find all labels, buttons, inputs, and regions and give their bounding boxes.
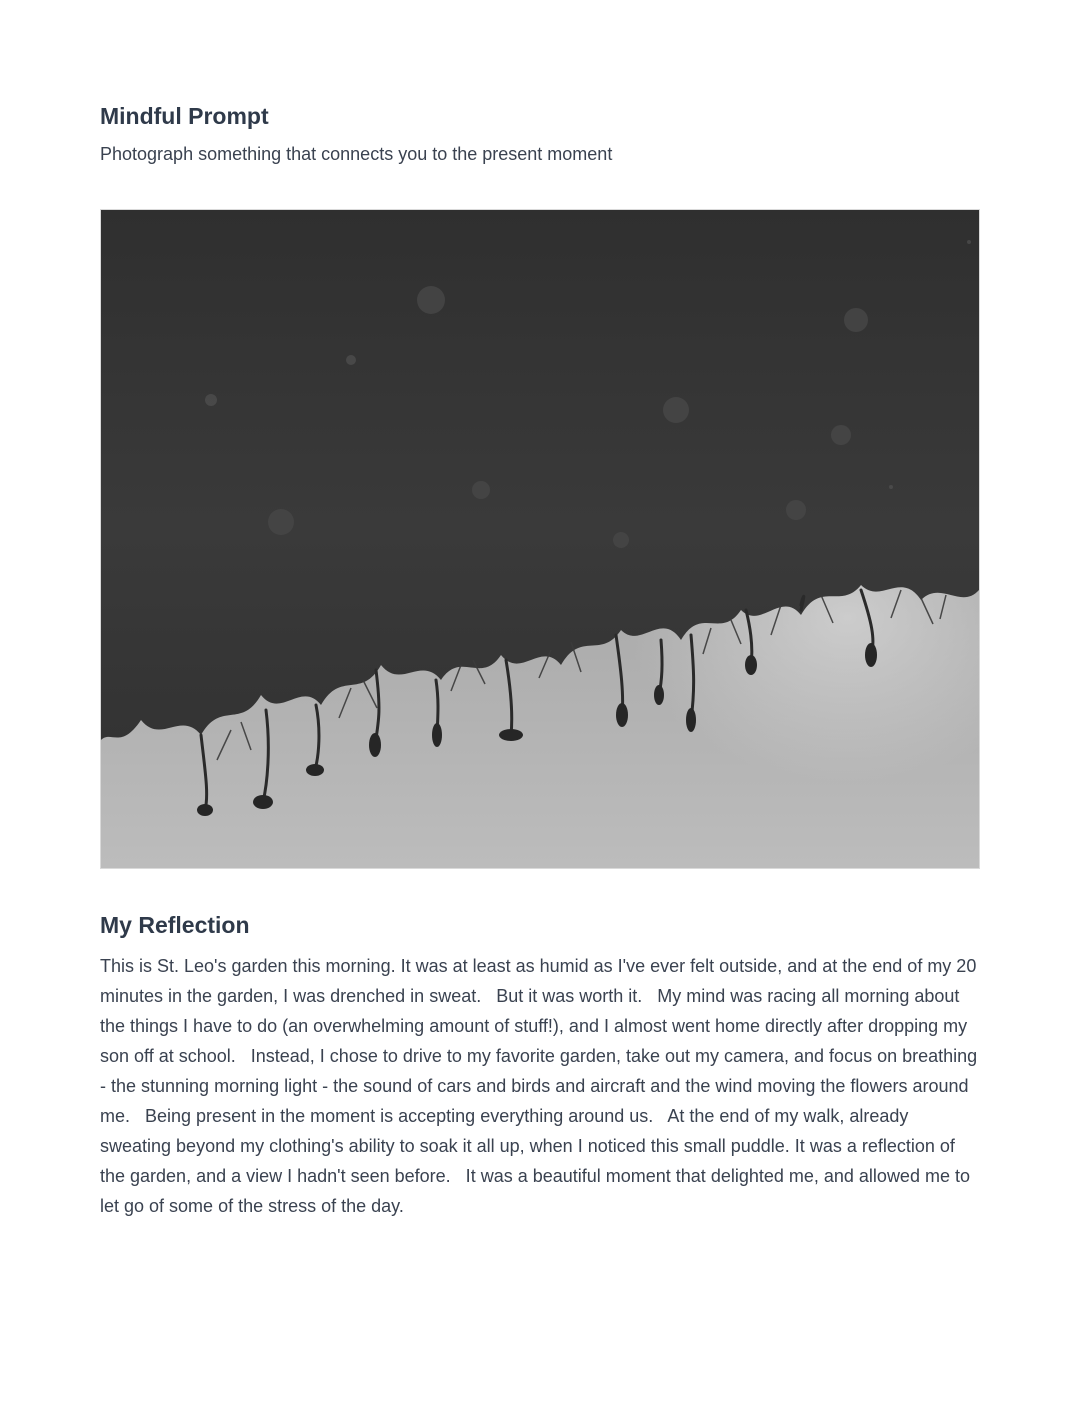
reflection-body: This is St. Leo's garden this morning. It was at least as humid as I've ever felt outside, and at the end of my 20 minutes in the garden, I was drenched in sweat. But it was worth it. My mind was racing all morning about the things I have to do (an overwhelming amount of stuff!), and I almost went home directly after dropping my son off at school. Instead, I chose to drive to my favorite garden, take out my camera, and focus on breathing - the stunning morning light - the sound of cars and birds and aircraft and the wind moving the flowers around me. Being present in the moment is accepting everything around us. At the end of my walk, already sweating beyond my clothing's ability to soak it all up, when I noticed this small puddle. It was a reflection of the garden, and a view I hadn't seen before. It was a beautiful moment that delighted me, and allowed me to let go of some of the stress of the day. [100, 956, 983, 1216]
prompt-heading: Mindful Prompt [100, 103, 269, 129]
photo-illustration [101, 210, 979, 868]
prompt-text: Photograph something that connects you to the present moment [100, 144, 613, 164]
garden-reflection-photo [100, 209, 980, 869]
reflection-heading: My Reflection [100, 912, 250, 938]
